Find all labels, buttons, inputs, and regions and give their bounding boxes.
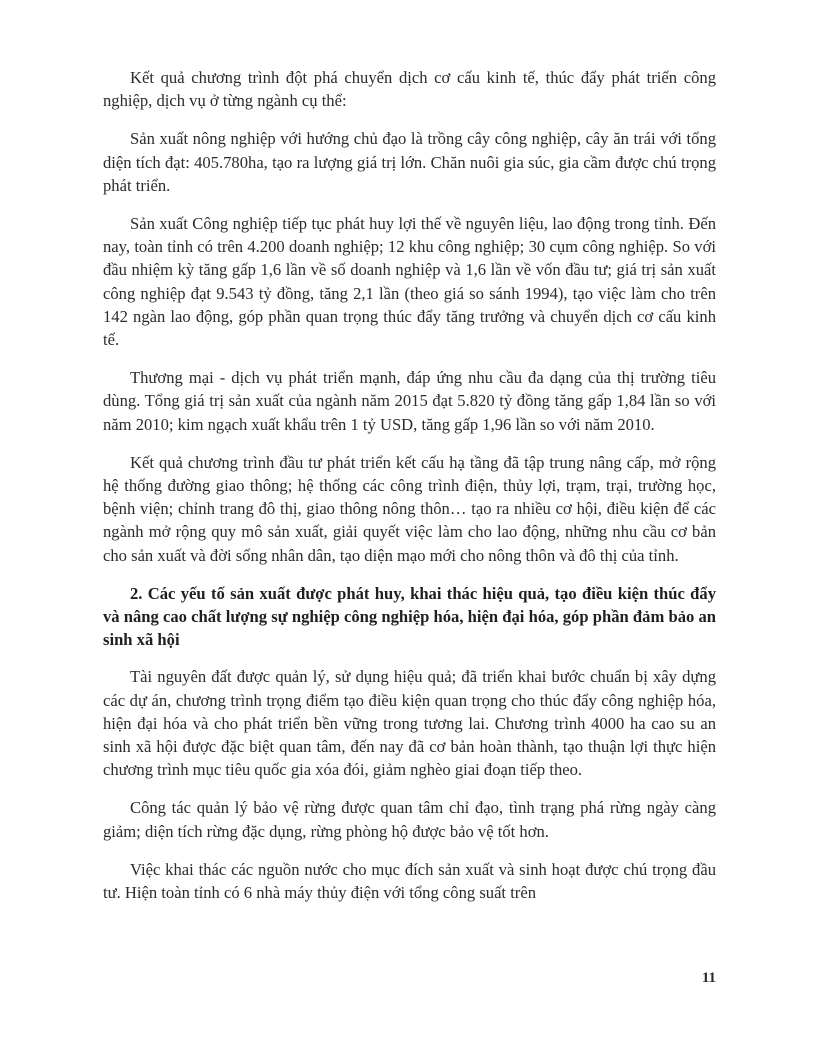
paragraph-land-resources: Tài nguyên đất được quản lý, sử dụng hiệu quả; đã triển khai bước chuẩn bị xây dựng các dự án, chương trình trọng điểm tạo điều kiện quan trọng cho thúc đẩy công nghiệp hóa, hiện đại hóa và cho phát triển bền vững trong tương lai. Chương trình 4000 ha cao su an sinh xã hội được đặc biệt quan tâm, đến nay đã cơ bản hoàn thành, tạo thuận lợi thực hiện chương trình mục tiêu quốc gia xóa đói, giảm nghèo giai đoạn tiếp theo. <box>103 667 716 780</box>
paragraph-infrastructure: Kết quả chương trình đầu tư phát triển kết cấu hạ tầng đã tập trung nâng cấp, mở rộng hệ thống đường giao thông; hệ thống các công trình điện, thủy lợi, trạm, trại, trường học, bệnh viện; chỉnh trang đô thị, giao thông nông thôn… tạo ra nhiều cơ hội, điều kiện để các ngành mở rộng quy mô sản xuất, giải quyết việc làm cho lao động, những nhu cầu cơ bản cho sản xuất và đời sống nhân dân, tạo diện mạo mới cho nông thôn và đô thị của tỉnh. <box>103 452 716 565</box>
document-page <box>103 66 716 919</box>
paragraph-trade-services: Thương mại - dịch vụ phát triển mạnh, đáp ứng nhu cầu đa dạng của thị trường tiêu dùng. Tổng giá trị sản xuất của ngành năm 2015 đạt 5.820 tỷ đồng tăng gấp 1,84 lần so với năm 2010; kim ngạch xuất khẩu trên 1 tỷ USD, tăng gấp 1,96 lần so với năm 2010. <box>103 368 716 434</box>
paragraph-forest-protection: Công tác quản lý bảo vệ rừng được quan tâm chỉ đạo, tình trạng phá rừng ngày càng giảm; diện tích rừng đặc dụng, rừng phòng hộ được bảo vệ tốt hơn. <box>103 798 716 841</box>
section-heading: 2. Các yếu tố sản xuất được phát huy, khai thác hiệu quả, tạo điều kiện thúc đẩy và nâng cao chất lượng sự nghiệp công nghiệp hóa, hiện đại hóa, góp phần đảm bảo an sinh xã hội <box>103 583 716 650</box>
paragraph-water-resources: Việc khai thác các nguồn nước cho mục đích sản xuất và sinh hoạt được chú trọng đầu tư. Hiện toàn tỉnh có 6 nhà máy thủy điện với tổng công suất trên <box>103 859 716 903</box>
paragraph-industry: Sản xuất Công nghiệp tiếp tục phát huy lợi thế về nguyên liệu, lao động trong tỉnh. Đến nay, toàn tỉnh có trên 4.200 doanh nghiệp; 12 khu công nghiệp; 30 cụm công nghiệp. So với đầu nhiệm kỳ tăng gấp 1,6 lần về số doanh nghiệp và 1,6 lần về vốn đầu tư; giá trị sản xuất công nghiệp đạt 9.543 tỷ đồng, tăng 2,1 lần (theo giá so sánh 1994), tạo việc làm cho trên 142 ngàn lao động, góp phần quan trọng thúc đẩy tăng trưởng và chuyển dịch cơ cấu kinh tế. <box>103 214 716 350</box>
paragraph-economic-restructuring: Kết quả chương trình đột phá chuyển dịch cơ cấu kinh tế, thúc đẩy phát triển công nghiệp, dịch vụ ở từng ngành cụ thể: <box>103 68 716 111</box>
paragraph-agriculture: Sản xuất nông nghiệp với hướng chủ đạo là trồng cây công nghiệp, cây ăn trái với tổng diện tích đạt: 405.780ha, tạo ra lượng giá trị lớn. Chăn nuôi gia súc, gia cầm được chú trọng phát triển. <box>103 129 716 195</box>
page-number: 11 <box>701 970 716 986</box>
